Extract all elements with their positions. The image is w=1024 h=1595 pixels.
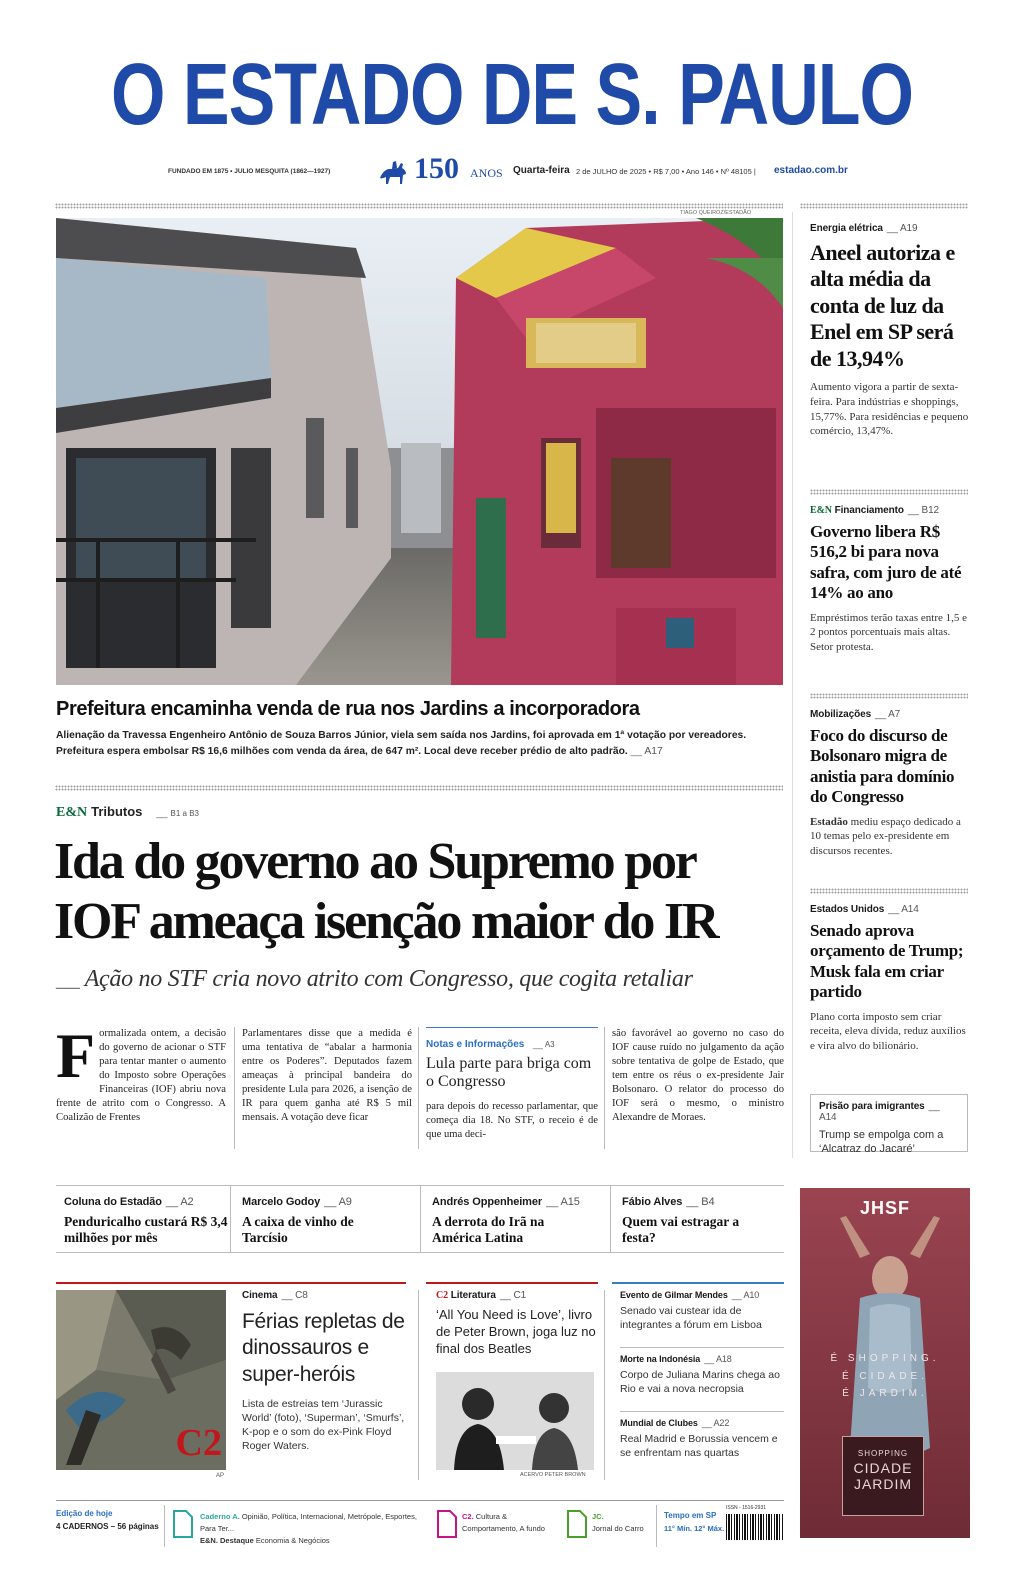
rail-story-mobilizations[interactable]: Mobilizações __ A7 Foco do discurso de Bolsonaro migra de anistia para domínio do Congresso Estadão mediu espaço dedicado a 10 temas pelo ex-presidente em discursos recentes. [810,709,970,859]
brief-page: A22 [713,1418,730,1428]
columnist-teaser: A caixa de vinho de Tarcísio [242,1214,354,1245]
site-link[interactable]: estadao.com.br [774,165,848,176]
brief-kicker: Morte na Indonésia [620,1354,701,1364]
columnist-item[interactable]: Fábio Alves __ B4 Quem vai estragar a festa? [622,1196,782,1246]
lead-column-3: para depois do recesso parlamentar, que começa dia 18. No STF, o receio é de que uma deci- [426,1101,598,1140]
cinema-credit: AP [216,1473,225,1479]
literature-story[interactable]: C2 Literatura __ C1 ‘All You Need is Love’, livro de Peter Brown, joga luz no final dos Beatles [436,1290,598,1358]
rail-page: A14 [901,904,919,915]
ad-brand: JHSF [859,1198,910,1218]
brief-text: Real Madrid e Borussia vencem e se enfrentam nas quartas [620,1433,778,1459]
lead-section-tag: E&N Tributos __ B1 a B3 [56,804,199,820]
rail-body: Aumento vigora a partir de sexta-feira. Para indústrias e shoppings, 15,77%. Para residências e pequeno comércio, 13,47%. [810,380,969,438]
lead-column-4: são favorável ao governo no caso do IOF cause ruído no julgamento da ação sobre tentativa de golpe de Estado, que tem entre os réus o ex-presidente Jair Bolsonaro. O relator do processo do IOF será o mesmo, o ministro Alexandre de Moraes. [612,1028,784,1123]
columnist-item[interactable]: Marcelo Godoy __ A9 A caixa de vinho de Tarcísio [242,1196,412,1246]
en-brand: E&N [56,805,88,820]
lead-headline-line-2: IOF ameaça isenção maior do IR [54,893,718,950]
edition-footer [56,1500,784,1550]
rail-body: mediu espaço dedicado a 10 temas pelo ex-presidente em discursos recentes. [810,815,961,858]
cinema-kicker: Cinema [242,1290,278,1301]
lead-section-name: Tributos [91,804,143,819]
top-divider-right [800,203,968,209]
ad-line-3: É JARDIM. [842,1388,928,1399]
brief-page: A18 [715,1354,732,1364]
sec-b-text: Economia & Negócios [255,1536,330,1545]
brief-text: Corpo de Juliana Marins chega ao Rio e vai a nova necropsia [620,1369,780,1395]
rail-page: A7 [888,709,901,720]
photo-summary: Alienação da Travessa Engenheiro Antônio de Souza Barros Júnior, viela sem saída nos Jardins, foi aprovada em 1ª votação por vereadores. Prefeitura espera embolsar R$ 16,6 milhões com venda da área, de 647 m². Local deve receber prédio de alto padrão. __ A17 [56,730,747,757]
lead-column-1 [56,1027,226,1149]
photo-summary-text: Alienação da Travessa Engenheiro Antônio de Souza Barros Júnior, viela sem saída nos Jardins, foi aprovada em 1ª votação por vereadores. Prefeitura espera embolsar R$ 16,6 milhões com venda da área, de 647 m². Local deve receber prédio de alto padrão. [56,730,747,757]
c2-brand: C2 [436,1290,449,1301]
columnist-teaser: A derrota do Irã na América Latina [432,1214,545,1245]
weather-text: 11° Mín. 12° Máx. [664,1524,725,1533]
c2-badge: C2 [175,1422,222,1464]
notes-page: A3 [544,1040,555,1049]
brief-kicker: Mundial de Clubes [620,1418,698,1428]
ad-box-1: SHOPPING [857,1449,909,1458]
date-info: 2 de JULHO de 2025 • R$ 7,00 • Ano 146 • Nº 48105 | [576,167,756,176]
rail-page: B12 [921,505,939,516]
sec-a-text: Opinião, Política, Internacional, Metrópole, Esportes, Para Ter... [200,1512,417,1533]
rail-story-financing[interactable]: E&N Financiamento __ B12 Governo libera R$ 516,2 bi para nova safra, com juro de até 14% ao ano Empréstimos terão taxas entre 1,5 e 2 pontos porcentuais mais altas. Setor protesta. [810,505,970,655]
notes-headline: Lula parte para briga com o Congresso [426,1055,592,1090]
brief-item[interactable]: Mundial de Clubes __ A22 Real Madrid e Borussia vencem e se enfrentam nas quartas [620,1412,784,1472]
sec-b-label: E&N. [200,1536,218,1545]
masthead [0,0,1024,200]
ad-line-2: É CIDADE. [841,1370,928,1382]
newspaper-title[interactable]: O ESTADO DE S. PAULO [111,45,913,143]
weekday: Quarta-feira [513,165,570,176]
lead-pages: B1 a B3 [170,809,199,818]
columnist-teaser: Penduricalho custará R$ 3,4 milhões por mês [64,1214,228,1245]
cinema-story[interactable]: Cinema __ C8 Férias repletas de dinossauros e super-heróis Lista de estreias tem ‘Jurassic World’ (foto), ‘Superman’, ‘Smurfs’, K-pop e o som do ex-Pink Floyd Roger Waters. [242,1290,412,1453]
briefs-list [620,1290,784,1472]
sec-c-label: C2. [462,1512,474,1521]
brief-item[interactable]: Evento de Gilmar Mendes __ A10 Senado vai custear ida de integrantes a fórum em Lisboa [620,1290,784,1348]
lead-column-2: Parlamentares disse que a medida é uma tentativa de “abalar a harmonia entre os Poderes”. Deputados fazem ameaças à principal bandeira do presidente Lula para 2026, a isenção de IR para quem ganha até R$ 5 mil mensais. A votação deve ficar [242,1028,412,1123]
brief-page: A10 [743,1290,760,1300]
rail-en-brand: E&N [810,505,832,516]
rail-kicker: Financiamento [834,505,904,516]
issn: ISSN - 1516-2931 [726,1505,767,1511]
edition-label: Edição de hoje [56,1509,113,1518]
columnist-name: Andrés Oppenheimer [432,1196,543,1208]
horse-rider-icon [376,158,410,186]
sec-j-label: JC. [592,1512,604,1521]
photo-headline[interactable]: Prefeitura encaminha venda de rua nos Jardins a incorporadora [56,698,640,720]
anniversary-number: 150 [414,152,459,185]
main-photo[interactable] [56,218,783,685]
boxed-note-page: A14 [819,1112,837,1123]
lead-col1-text: ormalizada ontem, a decisão do governo de acionar o STF para tentar manter o aumento do Imposto sobre Operações Financeiras (IOF) abriu nova frente de atrito com o Congresso. A Coalizão de Frentes [56,1028,226,1123]
brief-item[interactable]: Morte na Indonésia __ A18 Corpo de Juliana Marins chega ao Rio e vai a nova necropsia [620,1348,784,1412]
ad-line-1: É SHOPPING. [830,1353,940,1364]
columnists-strip [56,1185,784,1253]
brief-text: Senado vai custear ida de integrantes a fórum em Lisboa [620,1305,762,1331]
columnist-name: Marcelo Godoy [242,1196,321,1208]
sec-b-bold: Destaque [220,1536,254,1545]
sec-c-text: Cultura & Comportamento, A fundo [462,1512,545,1533]
cinema-headline: Férias repletas de dinossauros e super-heróis [242,1310,405,1386]
columnist-item[interactable]: Andrés Oppenheimer __ A15 A derrota do Irã na América Latina [432,1196,602,1246]
rail-headline: Aneel autoriza e alta média da conta de luz da Enel em SP será de 13,94% [810,240,955,371]
rail-headline: Foco do discurso de Bolsonaro migra de anistia para domínio do Congresso [810,726,955,807]
barcode [726,1505,784,1547]
rail-headline: Senado aprova orçamento de Trump; Musk fala em criar partido [810,921,964,1002]
cinema-page: C8 [295,1290,308,1301]
sec-j-text: Jornal do Carro [592,1524,644,1533]
ad-box-3: JARDIM [853,1476,913,1492]
literature-credit: ACERVO PETER BROWN [520,1472,586,1478]
ad-box-2: CIDADE [853,1460,913,1476]
caderno-a-icon [172,1509,194,1539]
edition-count: 4 CADERNOS – 56 páginas [56,1522,159,1531]
columnist-page: B4 [701,1196,715,1208]
caderno-jc-icon [566,1509,588,1539]
lead-subhead: __ Ação no STF cria novo atrito com Congresso, que cogita retaliar [56,966,693,992]
weather-label: Tempo em SP [664,1511,717,1520]
boxed-note[interactable]: Prisão para imigrantes __ A14 Trump se empolga com a ‘Alcatraz do Jacaré’ [810,1094,968,1152]
founder-line: FUNDADO EM 1875 • JULIO MESQUITA (1862—1927) [168,168,331,175]
literature-photo[interactable] [436,1372,594,1470]
drop-cap: F [56,1027,96,1091]
caderno-c2-icon [436,1509,458,1539]
boxed-note-text: Trump se empolga com a ‘Alcatraz do Jacaré’ [819,1129,944,1156]
columnist-page: A9 [338,1196,352,1208]
columnist-page: A2 [180,1196,194,1208]
rail-headline: Governo libera R$ 516,2 bi para nova safra, com juro de até 14% ao ano [810,522,962,603]
rail-body: Empréstimos terão taxas entre 1,5 e 2 pontos porcentuais mais altas. Setor protesta. [810,611,968,654]
columnist-page: A15 [560,1196,580,1208]
literature-kicker: Literatura [450,1290,496,1301]
cinema-body: Lista de estreias tem ‘Jurassic World’ (foto), ‘Superman’, ‘Smurfs’, K-pop e o som do ex-Pink Floyd Roger Waters. [242,1397,405,1453]
lead-subhead-text: Ação no STF cria novo atrito com Congresso, que cogita retaliar [84,966,693,992]
columnist-item[interactable]: Coluna do Estadão __ A2 Penduricalho custará R$ 3,4 milhões por mês [64,1196,234,1246]
rail-kicker: Mobilizações [810,709,872,720]
photo-summary-page: A17 [644,745,663,757]
lead-headline[interactable] [54,832,789,952]
anniversary-word: ANOS [470,166,503,180]
rail-body: Plano corta imposto sem criar receita, eleva dívida, reduz auxílios e vira alvo do bilionário. [810,1010,966,1053]
boxed-note-kicker: Prisão para imigrantes [819,1101,925,1112]
brief-kicker: Evento de Gilmar Mendes [620,1290,728,1300]
rail-page: A19 [899,223,918,234]
lead-divider [55,785,783,791]
lead-headline-line-1: Ida do governo ao Supremo por [54,833,696,890]
top-divider [55,203,783,209]
rail-story-usa[interactable]: Estados Unidos __ A14 Senado aprova orçamento de Trump; Musk fala em criar partido Plano corta imposto sem criar receita, eleva dívida, reduz auxílios e vira alvo do bilionário. [810,904,970,1054]
ad-tagline [800,1350,970,1403]
rail-kicker: Energia elétrica [810,223,883,234]
sec-a-label: Caderno A. [200,1512,240,1521]
rail-kicker: Estados Unidos [810,904,885,915]
cinema-photo[interactable] [56,1290,226,1470]
photo-credit: TIAGO QUEIROZ/ESTADÃO [680,210,752,216]
literature-page: C1 [513,1290,527,1301]
columnist-teaser: Quem vai estragar a festa? [622,1214,740,1245]
jhsf-ad[interactable] [800,1188,970,1538]
notes-box[interactable]: Notas e Informações __ A3 Lula parte para briga com o Congresso [426,1027,598,1093]
ad-logo-box [842,1436,924,1516]
rail-story-energy[interactable]: Energia elétrica __ A19 Aneel autoriza e alta média da conta de luz da Enel em SP será de 13,94% Aumento vigora a partir de sexta-feira. Para indústrias e shoppings, 15,77%. Para residências e pequeno comércio, 13,47%. [810,223,969,438]
literature-headline: ‘All You Need is Love’, livro de Peter Brown, joga luz no final dos Beatles [436,1307,596,1356]
rail-body-bold: Estadão [810,815,848,828]
notes-kicker: Notas e Informações [426,1039,525,1050]
columnist-name: Coluna do Estadão [64,1196,162,1208]
columnist-name: Fábio Alves [622,1196,683,1208]
